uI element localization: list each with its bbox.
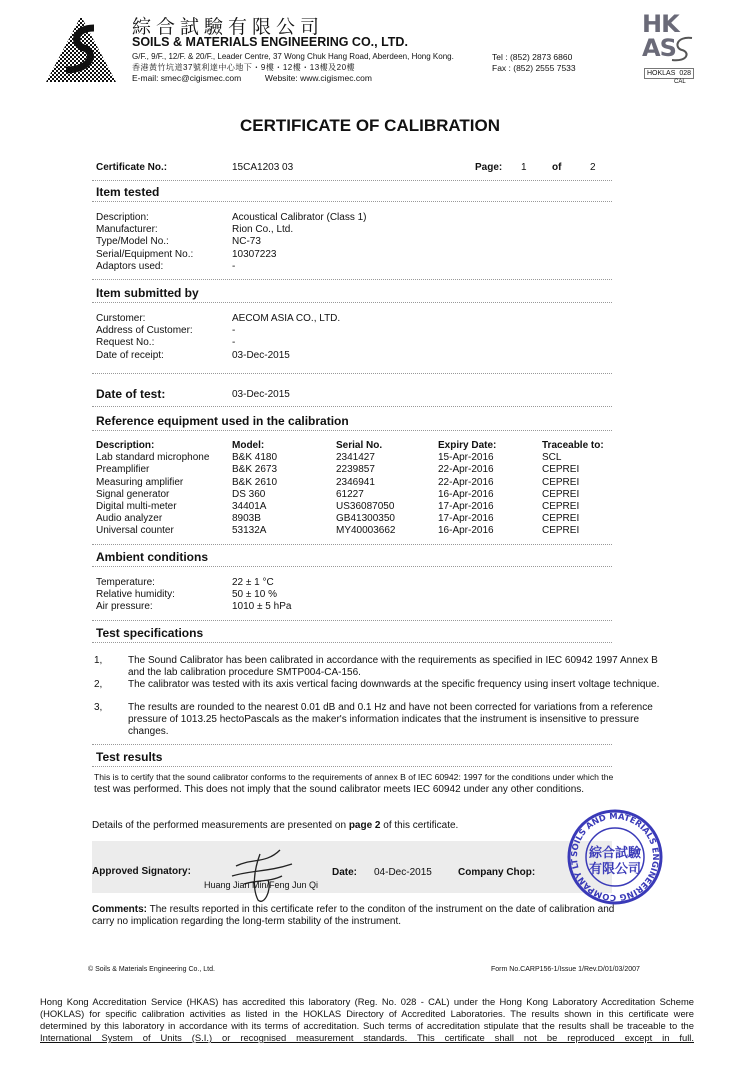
item-manufacturer-value: Rion Co., Ltd. [232, 224, 294, 235]
cell: 15-Apr-2016 [438, 452, 494, 463]
humidity-value: 50 ± 10 % [232, 589, 277, 600]
spec-3-line: The results are rounded to the nearest 0.01 dB and 0.1 Hz and have not been corrected for variations from a reference [128, 702, 653, 713]
date-of-test-label: Date of test: [96, 387, 166, 401]
company-name-cn: 綜合試驗有限公司 [132, 16, 325, 38]
table-row [96, 525, 636, 537]
company-tel: Tel : (852) 2873 6860 [492, 52, 573, 62]
cell: CEPREI [542, 513, 580, 524]
cell: CEPREI [542, 489, 580, 500]
customer-address-label: Address of Customer: [96, 325, 193, 336]
page-label: Page: [475, 162, 503, 173]
certificate-title: CERTIFICATE OF CALIBRATION [239, 116, 500, 135]
hkas-statement-line: Hong Kong Accreditation Service (HKAS) has accredited this laboratory (Reg. No. 028 - CAL) under the Hong Kong Laboratory Accreditation Scheme [40, 996, 694, 1007]
item-serial-label: Serial/Equipment No.: [96, 249, 194, 260]
cell: CEPREI [542, 501, 580, 512]
spec-3-line: pressure of 1013.25 hectoPascals as the maker's information indicates that the instrument is insensitive to pressure [128, 714, 640, 725]
company-address-cn: 香港黃竹坑道37號利達中心地下・9樓・12樓・13樓及20樓 [132, 63, 356, 72]
cell: GB41300350 [336, 513, 395, 524]
hkas-statement-line: (HOKLAS) for specific calibration activities as listed in the HOKLAS Directory of Accredited Laboratories. The results shown in this certificate were [40, 1008, 694, 1019]
table-row [96, 464, 636, 476]
stamp-center-line2: 有限公司 [588, 862, 641, 877]
item-description-label: Description: [96, 212, 149, 223]
customer-label: Curstomer: [96, 313, 146, 324]
cell: 16-Apr-2016 [438, 525, 494, 536]
cell: 22-Apr-2016 [438, 477, 494, 488]
customer-value: AECOM ASIA CO., LTD. [232, 313, 341, 324]
cell: Digital multi-meter [96, 501, 177, 512]
spec-3-line: changes. [128, 726, 169, 737]
hokla-number: 028 [679, 70, 692, 77]
company-fax: Fax : (852) 2555 7533 [492, 63, 576, 73]
cell: 22-Apr-2016 [438, 464, 494, 475]
col-expiry: Expiry Date: [438, 440, 497, 451]
col-model: Model: [232, 440, 265, 451]
cell: 2346941 [336, 477, 375, 488]
cell: 34401A [232, 501, 267, 512]
form-number: Form No.CARP156-1/Issue 1/Rev.D/01/03/2007 [491, 966, 640, 973]
cell: CEPREI [542, 477, 580, 488]
col-description: Description: [96, 440, 155, 451]
company-logo [44, 14, 118, 84]
reference-table-header [96, 440, 636, 452]
divider [92, 180, 612, 181]
divider [92, 201, 612, 202]
cell: B&K 2673 [232, 464, 278, 475]
item-description-value: Acoustical Calibrator (Class 1) [232, 212, 367, 223]
divider [92, 566, 612, 567]
cell: 2341427 [336, 452, 375, 463]
details-prefix: Details of the performed measurements are presented on [92, 820, 349, 831]
reference-heading: Reference equipment used in the calibration [96, 414, 349, 428]
cell: 17-Apr-2016 [438, 513, 494, 524]
receipt-date-label: Date of receipt: [96, 350, 164, 361]
cell: B&K 4180 [232, 452, 278, 463]
divider [92, 544, 612, 545]
signature-date-value: 04-Dec-2015 [374, 867, 432, 878]
item-model-label: Type/Model No.: [96, 236, 169, 247]
submitted-by-heading: Item submitted by [96, 286, 199, 300]
spec-2-line: The calibrator was tested with its axis vertical facing downwards at the specific frequency using insert voltage technique. [128, 679, 660, 690]
divider [92, 302, 612, 303]
spec-1-line: and the lab calibration procedure SMTP004-CA-156. [128, 667, 361, 678]
cell: US36087050 [336, 501, 395, 512]
cell: B&K 2610 [232, 477, 278, 488]
temperature-label: Temperature: [96, 577, 155, 588]
item-manufacturer-label: Manufacturer: [96, 224, 158, 235]
cell: CEPREI [542, 464, 580, 475]
comments-label: Comments: [92, 904, 148, 915]
hkas-statement-line: determined by this laboratory in accordance with its terms of accreditation. Such terms of accreditation stipulate that the results shall be traceable to the [40, 1020, 694, 1031]
cell: Signal generator [96, 489, 170, 500]
temperature-value: 22 ± 1 °C [232, 577, 274, 588]
stamp-ring-text: SOILS AND MATERIALS ENGINEERING COMPANY LT [568, 810, 662, 904]
divider [92, 430, 612, 431]
company-name-en: SOILS & MATERIALS ENGINEERING CO., LTD. [132, 35, 408, 49]
table-row [96, 501, 636, 513]
divider [92, 642, 612, 643]
page-of-label: of [552, 162, 562, 173]
cell: CEPREI [542, 525, 580, 536]
cell: 16-Apr-2016 [438, 489, 494, 500]
comments [92, 904, 614, 915]
table-row [96, 489, 636, 501]
hkas-accreditation-statement [40, 996, 694, 1044]
table-row [96, 513, 636, 525]
spec-1-number: 1, [94, 655, 103, 666]
ambient-heading: Ambient conditions [96, 550, 208, 564]
item-serial-value: 10307223 [232, 249, 277, 260]
divider [92, 279, 612, 280]
hkas-statement-line: International System of Units (S.I.) or recognised measurement standards. This certificate shall not be reproduced except in full. [40, 1032, 694, 1043]
test-results-heading: Test results [96, 750, 163, 764]
spec-1-line: The Sound Calibrator has been calibrated in accordance with the requirements as specified in IEC 60942 1997 Annex B [128, 655, 658, 666]
item-model-value: NC-73 [232, 236, 261, 247]
air-pressure-label: Air pressure: [96, 601, 153, 612]
cell: 61227 [336, 489, 364, 500]
table-row [96, 452, 636, 464]
hokla-cal: CAL [674, 79, 686, 85]
date-of-test-value: 03-Dec-2015 [232, 389, 290, 400]
item-tested-heading: Item tested [96, 185, 160, 199]
details-page-ref: page 2 [348, 820, 381, 831]
company-stamp [566, 808, 664, 906]
item-adaptors-label: Adaptors used: [96, 261, 164, 272]
hkas-logo [640, 10, 698, 86]
divider [92, 406, 612, 407]
cell: Universal counter [96, 525, 174, 536]
signature-date-label: Date: [332, 867, 358, 878]
cell: MY40003662 [336, 525, 396, 536]
col-traceable: Traceable to: [542, 440, 604, 451]
test-results-line: This is to certify that the sound calibrator conforms to the requirements of annex B of IEC 60942: 1997 for the conditions under which the [94, 772, 614, 782]
divider [92, 744, 612, 745]
cell: DS 360 [232, 489, 266, 500]
certificate-no-label: Certificate No.: [96, 162, 168, 173]
divider [92, 373, 612, 374]
cell: 53132A [232, 525, 267, 536]
divider [92, 620, 612, 621]
comments-text-line2: carry no implication regarding the long-term stability of the instrument. [92, 916, 402, 927]
humidity-label: Relative humidity: [96, 589, 175, 600]
cell: SCL [542, 452, 562, 463]
cell: Preamplifier [96, 464, 150, 475]
page-number: 1 [521, 162, 527, 173]
signatory-name: Huang Jian Min/Feng Jun Qi [204, 880, 319, 890]
details-suffix: of this certificate. [380, 820, 459, 831]
col-serial: Serial No. [336, 440, 383, 451]
hokla-badge [644, 68, 694, 79]
receipt-date-value: 03-Dec-2015 [232, 350, 290, 361]
company-address-en: G/F., 9/F., 12/F. & 20/F., Leader Centre, 37 Wong Chuk Hang Road, Aberdeen, Hong Kong. [132, 52, 454, 61]
signature-image [222, 840, 302, 910]
hkas-logo-bottom: AS [642, 34, 676, 62]
request-no-label: Request No.: [96, 337, 155, 348]
cell: Audio analyzer [96, 513, 163, 524]
approved-signatory-label: Approved Signatory: [92, 866, 191, 877]
company-chop-label: Company Chop: [458, 867, 536, 878]
customer-address-value: - [232, 325, 236, 336]
cell: 17-Apr-2016 [438, 501, 494, 512]
company-contact-web: E-mail: smec@cigismec.com Website: www.cigismec.com [132, 73, 372, 83]
item-adaptors-value: - [232, 261, 236, 272]
details-note [92, 820, 458, 831]
cell: Measuring amplifier [96, 477, 184, 488]
page-total: 2 [590, 162, 596, 173]
test-results-line: test was performed. This does not imply that the sound calibrator meets IEC 60942 under any other conditions. [94, 784, 585, 795]
request-no-value: - [232, 337, 236, 348]
spec-3-number: 3, [94, 702, 103, 713]
cell: 8903B [232, 513, 261, 524]
air-pressure-value: 1010 ± 5 hPa [232, 601, 292, 612]
hokla-text: HOKLAS [647, 70, 676, 77]
cell: Lab standard microphone [96, 452, 210, 463]
spec-2-number: 2, [94, 679, 103, 690]
comments-text: The results reported in this certificate refer to the conditon of the instrument on the date of calibration and [147, 904, 615, 915]
table-row [96, 477, 636, 489]
test-spec-heading: Test specifications [96, 626, 204, 640]
certificate-no-value: 15CA1203 03 [232, 162, 294, 173]
copyright-note: © Soils & Materials Engineering Co., Ltd. [88, 966, 215, 973]
cell: 2239857 [336, 464, 375, 475]
hkas-logo-top: HK [642, 10, 679, 38]
divider [92, 766, 612, 767]
stamp-center-line1: 綜合試驗 [588, 846, 641, 861]
